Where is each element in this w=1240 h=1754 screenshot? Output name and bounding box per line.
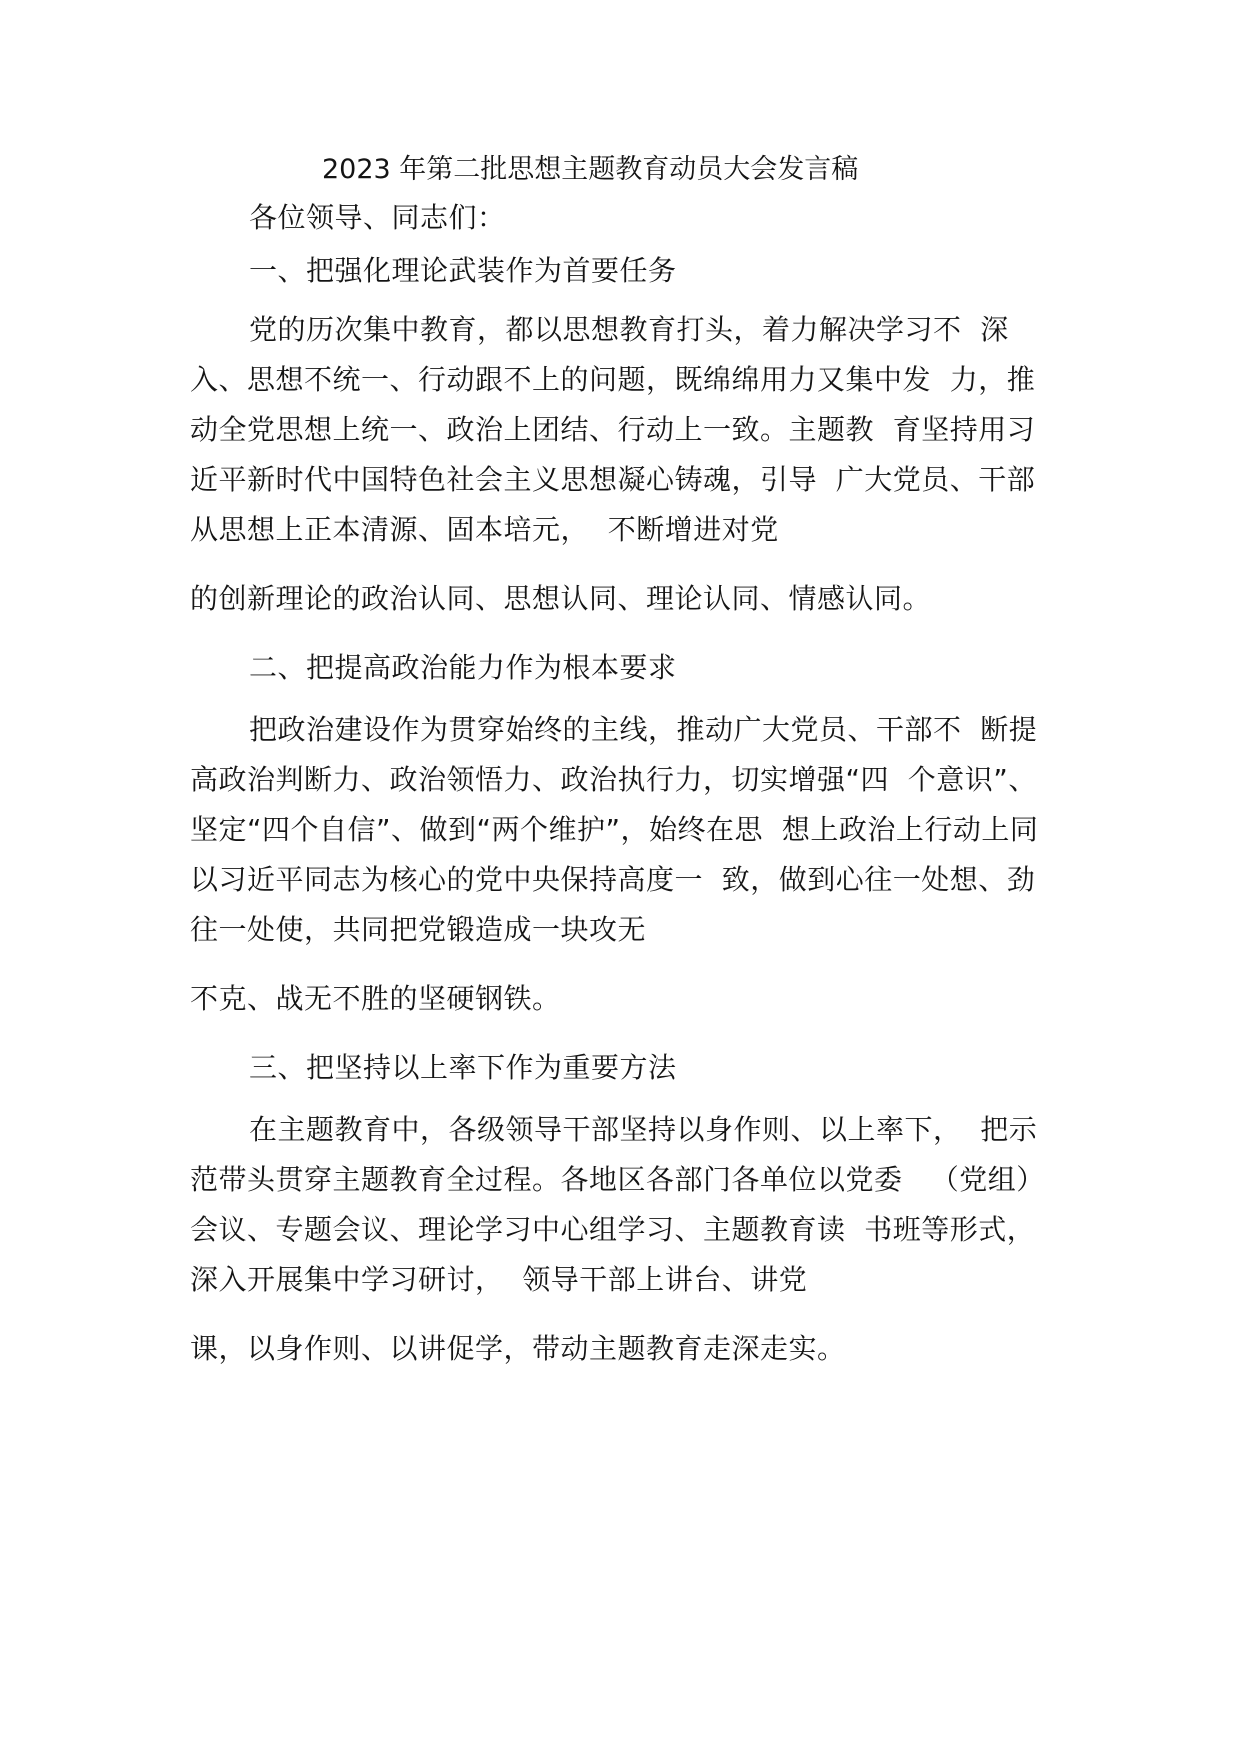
section-1-heading: 一、把强化理论武装作为首要任务	[249, 254, 677, 287]
section-2-line: 高政治判断力、政治领悟力、政治执行力，切实增强“四 个意识”、	[190, 763, 1037, 796]
section-2-line: 坚定“四个自信”、做到“两个维护”，始终在思 想上政治上行动上同	[190, 813, 1039, 846]
section-2-heading: 二、把提高政治能力作为根本要求	[249, 651, 677, 684]
section-3-line: 会议、专题会议、理论学习中心组学习、主题教育读 书班等形式，	[190, 1213, 1036, 1246]
section-2-line: 把政治建设作为贯穿始终的主线，推动广大党员、干部不 断提	[249, 713, 1038, 746]
section-2-line: 以习近平同志为核心的党中央保持高度一 致，做到心往一处想、劲	[190, 863, 1036, 896]
section-1-line: 党的历次集中教育，都以思想教育打头，着力解决学习不 深	[249, 313, 1009, 346]
document-title: 2023 年第二批思想主题教育动员大会发言稿	[322, 154, 859, 185]
section-3-line: 课，以身作则、以讲促学，带动主题教育走深走实。	[190, 1332, 846, 1365]
section-3-line: 范带头贯穿主题教育全过程。各地区各部门各单位以党委 （党组）	[190, 1163, 1045, 1196]
section-1-line: 从思想上正本清源、固本培元， 不断增进对党	[190, 513, 779, 546]
section-3-line: 深入开展集中学习研讨， 领导干部上讲台、讲党	[190, 1263, 808, 1296]
section-1-line: 近平新时代中国特色社会主义思想凝心铸魂，引导 广大党员、干部	[190, 463, 1036, 496]
section-3-heading: 三、把坚持以上率下作为重要方法	[249, 1051, 677, 1084]
salutation: 各位领导、同志们：	[249, 201, 506, 234]
section-1-line: 的创新理论的政治认同、思想认同、理论认同、情感认同。	[190, 582, 932, 615]
section-1-line: 入、思想不统一、行动跟不上的问题，既绵绵用力又集中发 力，推	[190, 363, 1036, 396]
section-2-line: 不克、战无不胜的坚硬钢铁。	[190, 982, 561, 1015]
section-1-line: 动全党思想上统一、政治上团结、行动上一致。主题教 育坚持用习	[190, 413, 1036, 446]
section-3-line: 在主题教育中，各级领导干部坚持以身作则、以上率下， 把示	[249, 1113, 1038, 1146]
section-2-line: 往一处使，共同把党锻造成一块攻无	[190, 913, 647, 946]
